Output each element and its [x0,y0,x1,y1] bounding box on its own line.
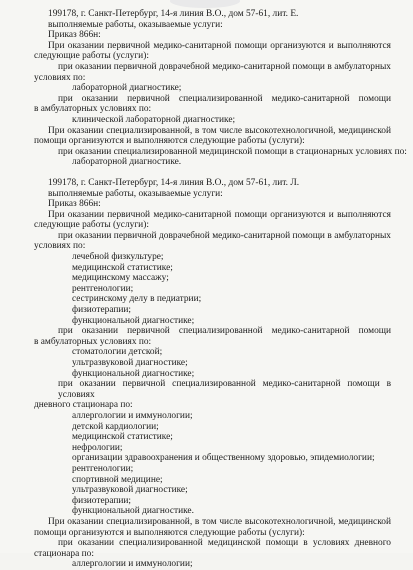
text-line: сестринскому делу в педиатрии; [72,294,202,305]
text-line: при оказании специализированной медицинской помощи в условиях дневного [58,538,391,549]
text-line: дневного стационара по: [34,400,133,411]
text-line: клинической лабораторной диагностике; [72,114,236,125]
text-line: рентгенологии; [72,463,134,474]
text-line: рентгенологии; [72,283,134,294]
text-line: при оказании первичной специализированной медико-санитарной помощи [58,93,391,104]
text-line: нефрологии; [72,442,123,453]
document-body [34,9,407,570]
text-line: в амбулаторных условиях по: [34,104,152,115]
address-block [34,178,391,570]
block-gap [34,168,391,178]
text-line: функциональной диагностике; [72,315,195,326]
text-line: организации здравоохранения и общественному здоровью, эпидемиологии; [72,453,375,464]
text-line: спортивной медицине; [72,474,163,485]
text-line: медицинскому массажу; [72,273,169,284]
text-line: при оказании первичной доврачебной медико-санитарной помощи в амбулаторных [58,230,391,241]
text-line: выполняемые работы, оказываемые услуги: [48,188,223,199]
text-line: 199178, г. Санкт-Петербург, 14-я линия В.О., дом 57-61, лит. Е. [48,9,299,19]
text-line: При оказании первичной медико-санитарной помощи организуются и выполняются [48,209,391,220]
text-line: в амбулаторных условиях по: [34,336,152,347]
text-line: аллергологии и иммунологии; [72,410,193,421]
text-line: функциональной диагностике; [72,368,195,379]
text-line: детской кардиологии; [72,421,159,432]
text-line: условиях по: [34,241,86,252]
text-line: условиях по: [34,72,86,83]
text-line: ультразвуковой диагностике; [72,485,188,496]
text-line: функциональной диагностике. [72,506,194,517]
text-line: при оказании специализированной медицинской помощи в стационарных условиях по: [58,146,407,157]
text-line: Приказ 866н: [48,30,101,41]
text-line: при оказании первичной специализированной медико-санитарной помощи [58,326,391,337]
text-line: медицинской статистике; [72,432,173,443]
text-line: стационара по: [34,548,94,559]
text-line: выполняемые работы, оказываемые услуги: [48,19,223,30]
text-line: стоматологии детской; [72,347,163,358]
stamp-mark [170,0,240,8]
text-line: физиотерапии; [72,495,132,506]
text-line: Приказ 866н: [48,199,101,210]
text-line: При оказании специализированной, в том числе высокотехнологичной, медицинской [48,125,391,136]
text-line: ультразвуковой диагностике; [72,358,188,368]
text-line: медицинской статистике; [72,262,173,273]
text-line: при оказании первичной доврачебной медико-санитарной помощи в амбулаторных [58,61,391,72]
text-line: следующие работы (услуги): [34,220,149,231]
text-line: помощи организуются и выполняются следующие работы (услуги): [34,136,305,147]
text-line: лабораторной диагностике. [72,157,182,168]
text-line: физиотерапии; [72,305,132,316]
text-line: 199178, г. Санкт-Петербург, 14-я линия В.О., дом 57-61, лит. Л. [48,177,300,188]
text-line: При оказании специализированной, в том числе высокотехнологичной, медицинской [48,516,391,527]
address-block [34,9,407,168]
text-line: аллергологии и иммунологии; [72,559,193,570]
text-line: лабораторной диагностике; [72,83,182,94]
text-line: при оказании первичной специализированной медико-санитарной помощи в условиях [58,379,391,400]
text-line: следующие работы (услуги): [34,51,149,62]
text-line: При оказании первичной медико-санитарной помощи организуются и выполняются [48,40,391,51]
text-line: лечебной физкультуре; [72,252,164,263]
text-line: помощи организуются и выполняются следующие работы (услуги): [34,527,305,538]
